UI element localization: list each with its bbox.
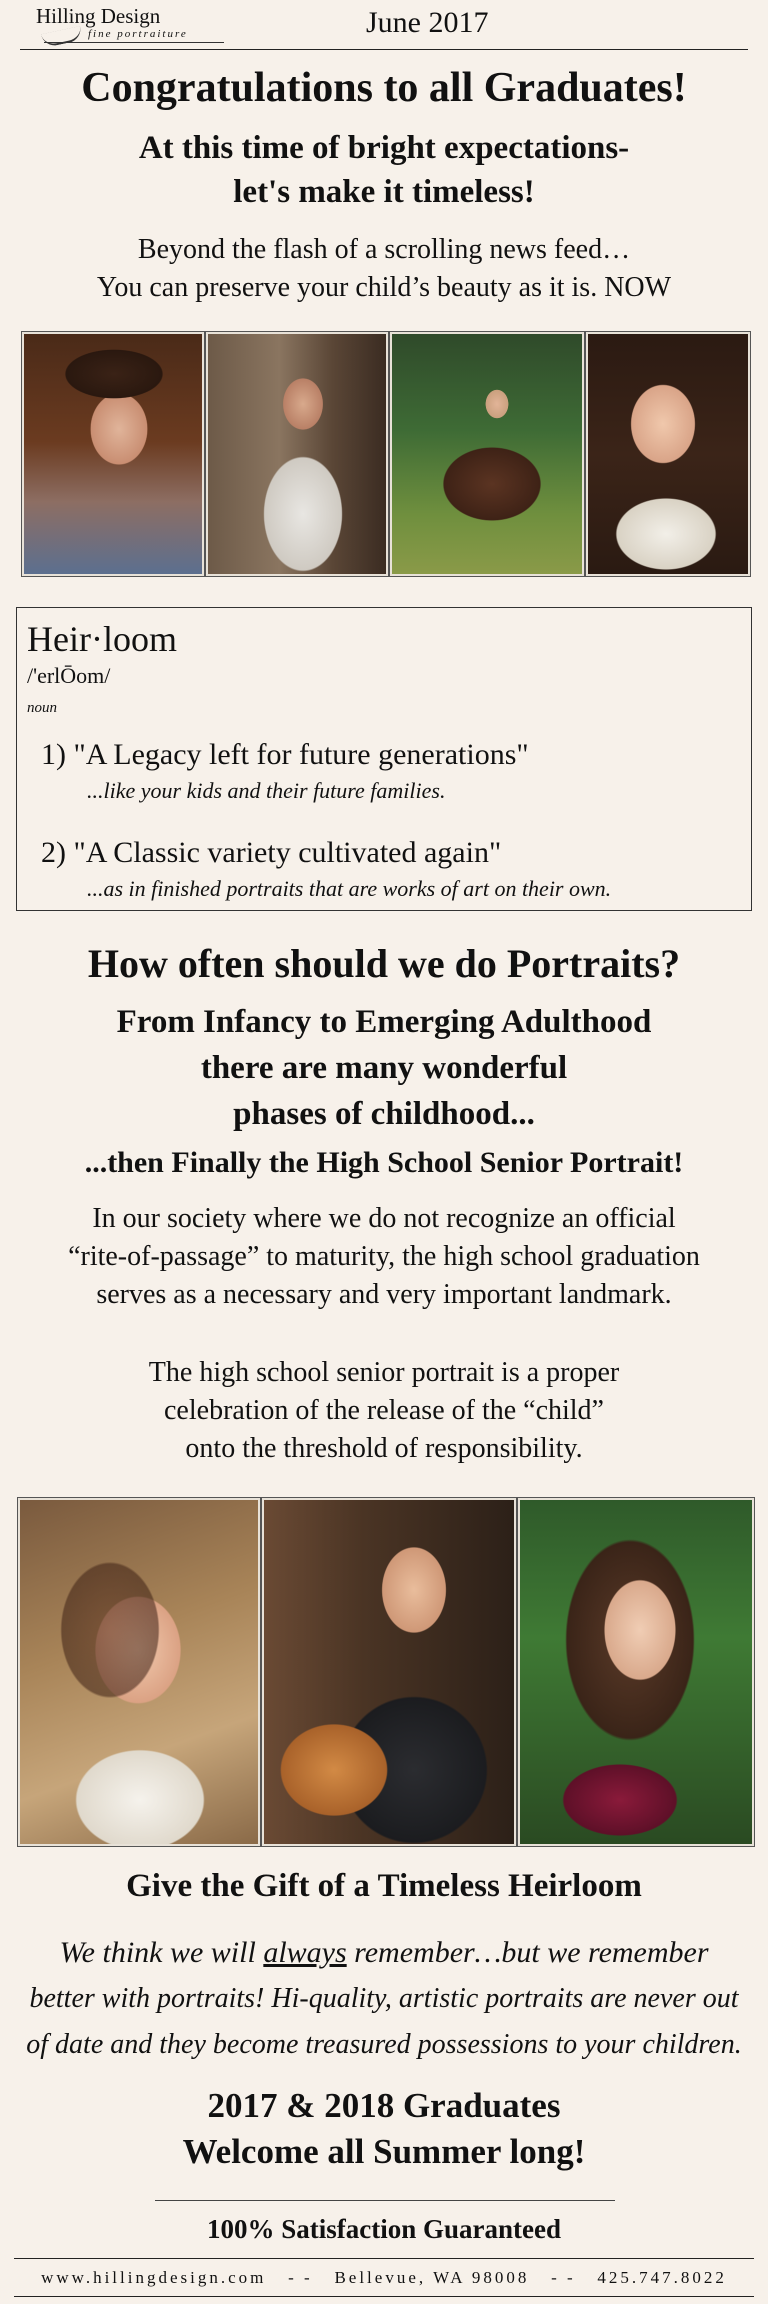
footer-location: Bellevue, WA 98008 — [334, 2268, 530, 2287]
section-line-4: ...then Finally the High School Senior Portrait! — [84, 1146, 684, 1179]
definition-pronunciation: /'erlŌom/ — [27, 663, 111, 688]
gift-line-1-post: remember…but we remember — [346, 1936, 709, 1969]
headline: Congratulations to all Graduates! — [81, 65, 687, 111]
definition-part-of-speech: noun — [27, 700, 57, 716]
logo-underline — [44, 42, 224, 43]
footer-separator-1: - - — [288, 2268, 313, 2287]
logo-main-text: Hilling Design — [36, 4, 161, 28]
footer-separator-2: - - — [551, 2268, 576, 2287]
section-line-2: there are many wonderful — [200, 1050, 568, 1086]
definition-sense-2-note: ...as in finished portraits that are works of art on their own. — [87, 876, 612, 901]
footer — [0, 2268, 768, 2288]
graduates-line-1: 2017 & 2018 Graduates — [207, 2086, 561, 2125]
subheadline-line1: At this time of bright expectations- — [138, 130, 630, 166]
paragraph-2-line-1: The high school senior portrait is a proper — [148, 1357, 620, 1388]
logo-subtitle: fine portraiture — [88, 28, 188, 40]
header-divider — [20, 49, 748, 50]
lead-line1: Beyond the flash of a scrolling news feed… — [137, 234, 631, 265]
paragraph-1-line-2: “rite-of-passage” to maturity, the high school graduation — [68, 1241, 700, 1272]
lead-line2: You can preserve your child’s beauty as it is. NOW — [96, 272, 672, 303]
definition-sense-1: 1) "A Legacy left for future generations" — [41, 738, 529, 771]
portrait-photo-boy-guitar — [262, 1498, 516, 1846]
gift-line-1 — [0, 1930, 768, 1976]
portrait-photo-boy-barn — [206, 332, 388, 576]
portrait-photo-girl-horse — [390, 332, 584, 576]
paragraph-1-line-1: In our society where we do not recognize an official — [92, 1203, 676, 1234]
issue-date: June 2017 — [366, 6, 489, 39]
footer-website[interactable]: www.hillingdesign.com — [41, 2268, 267, 2287]
paragraph-2-line-2: celebration of the release of the “child” — [164, 1395, 604, 1426]
gift-title: Give the Gift of a Timeless Heirloom — [126, 1868, 642, 1904]
paragraph-1-line-3: serves as a necessary and very important landmark. — [96, 1279, 672, 1310]
portrait-photo-boy-suit — [22, 332, 204, 576]
section-title: How often should we do Portraits? — [87, 941, 681, 986]
footer-bottom-rule — [14, 2296, 754, 2297]
logo — [36, 4, 196, 44]
gift-line-3: of date and they become treasured possessions to your children. — [26, 2029, 742, 2060]
portrait-photo-girl-smile — [18, 1498, 260, 1846]
footer-top-rule — [14, 2258, 754, 2259]
definition-sense-2: 2) "A Classic variety cultivated again" — [41, 836, 502, 869]
gift-line-2: better with portraits! Hi-quality, artistic portraits are never out — [29, 1983, 739, 2014]
logo-swash — [41, 26, 83, 48]
subheadline-line2: let's make it timeless! — [233, 174, 535, 210]
definition-sense-1-note: ...like your kids and their future families. — [87, 778, 446, 803]
gift-line-1-pre: We think we will — [59, 1936, 264, 1969]
portrait-photo-girl-flowers — [518, 1498, 754, 1846]
definition-word: Heir·loom — [27, 619, 177, 659]
definition-box — [16, 607, 752, 911]
footer-phone[interactable]: 425.747.8022 — [597, 2268, 727, 2287]
paragraph-2-line-3: onto the threshold of responsibility. — [185, 1433, 583, 1464]
portrait-photo-girl-blonde — [586, 332, 750, 576]
guarantee-text: 100% Satisfaction Guaranteed — [207, 2214, 561, 2244]
section-line-3: phases of childhood... — [233, 1096, 535, 1132]
section-line-1: From Infancy to Emerging Adulthood — [116, 1004, 652, 1040]
graduates-line-2: Welcome all Summer long! — [182, 2132, 586, 2171]
guarantee-divider — [155, 2200, 615, 2201]
gift-line-1-emphasis: always — [263, 1936, 347, 1969]
